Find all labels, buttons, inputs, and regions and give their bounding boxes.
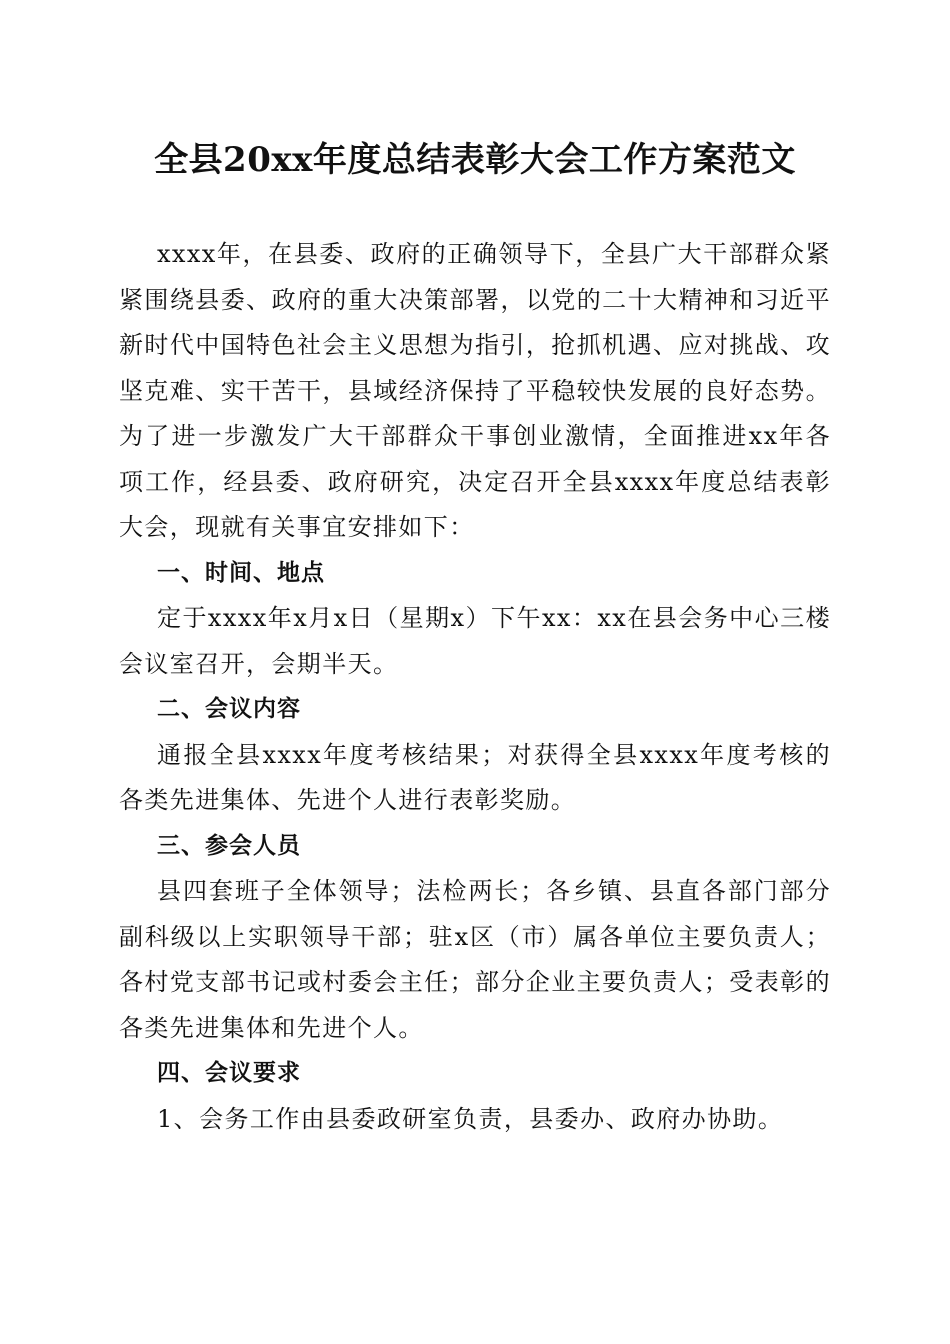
section-heading-requirements: 四、会议要求 bbox=[157, 1060, 301, 1086]
document-title: 全县20xx年度总结表彰大会工作方案范文 bbox=[154, 140, 796, 180]
intro-paragraph: xxxx年，在县委、政府的正确领导下，全县广大干部群众紧紧围绕县委、政府的重大决策部署，以党的二十大精神和习近平新时代中国特色社会主义思想为指引，抢抓机遇、应对挑战、攻坚克难、实干苦干，县域经济保持了平稳较快发展的良好态势。为了进一步激发广大干部群众干事创业激情，全面推进xx年各项工作，经县委、政府研究，决定召开全县xxxx年度总结表彰大会，现就有关事宜安排如下： bbox=[119, 240, 831, 541]
section-heading-content: 二、会议内容 bbox=[157, 696, 301, 722]
section-text-content: 通报全县xxxx年度考核结果；对获得全县xxxx年度考核的各类先进集体、先进个人进行表彰奖励。 bbox=[119, 740, 831, 814]
section-heading-attendees: 三、参会人员 bbox=[157, 832, 301, 859]
section-heading-time-place: 一、时间、地点 bbox=[157, 559, 325, 586]
document-body bbox=[119, 232, 831, 1142]
section-text-requirements: 1、会务工作由县委政研室负责，县委办、政府办协助。 bbox=[157, 1104, 784, 1133]
section-text-attendees: 县四套班子全体领导；法检两长；各乡镇、县直各部门部分副科级以上实职领导干部；驻x区（市）属各单位主要负责人；各村党支部书记或村委会主任；部分企业主要负责人；受表彰的各类先进集体和先进个人。 bbox=[119, 877, 831, 1042]
section-text-time-place: 定于xxxx年x月x日（星期x）下午xx：xx在县会务中心三楼会议室召开，会期半天。 bbox=[119, 604, 831, 678]
